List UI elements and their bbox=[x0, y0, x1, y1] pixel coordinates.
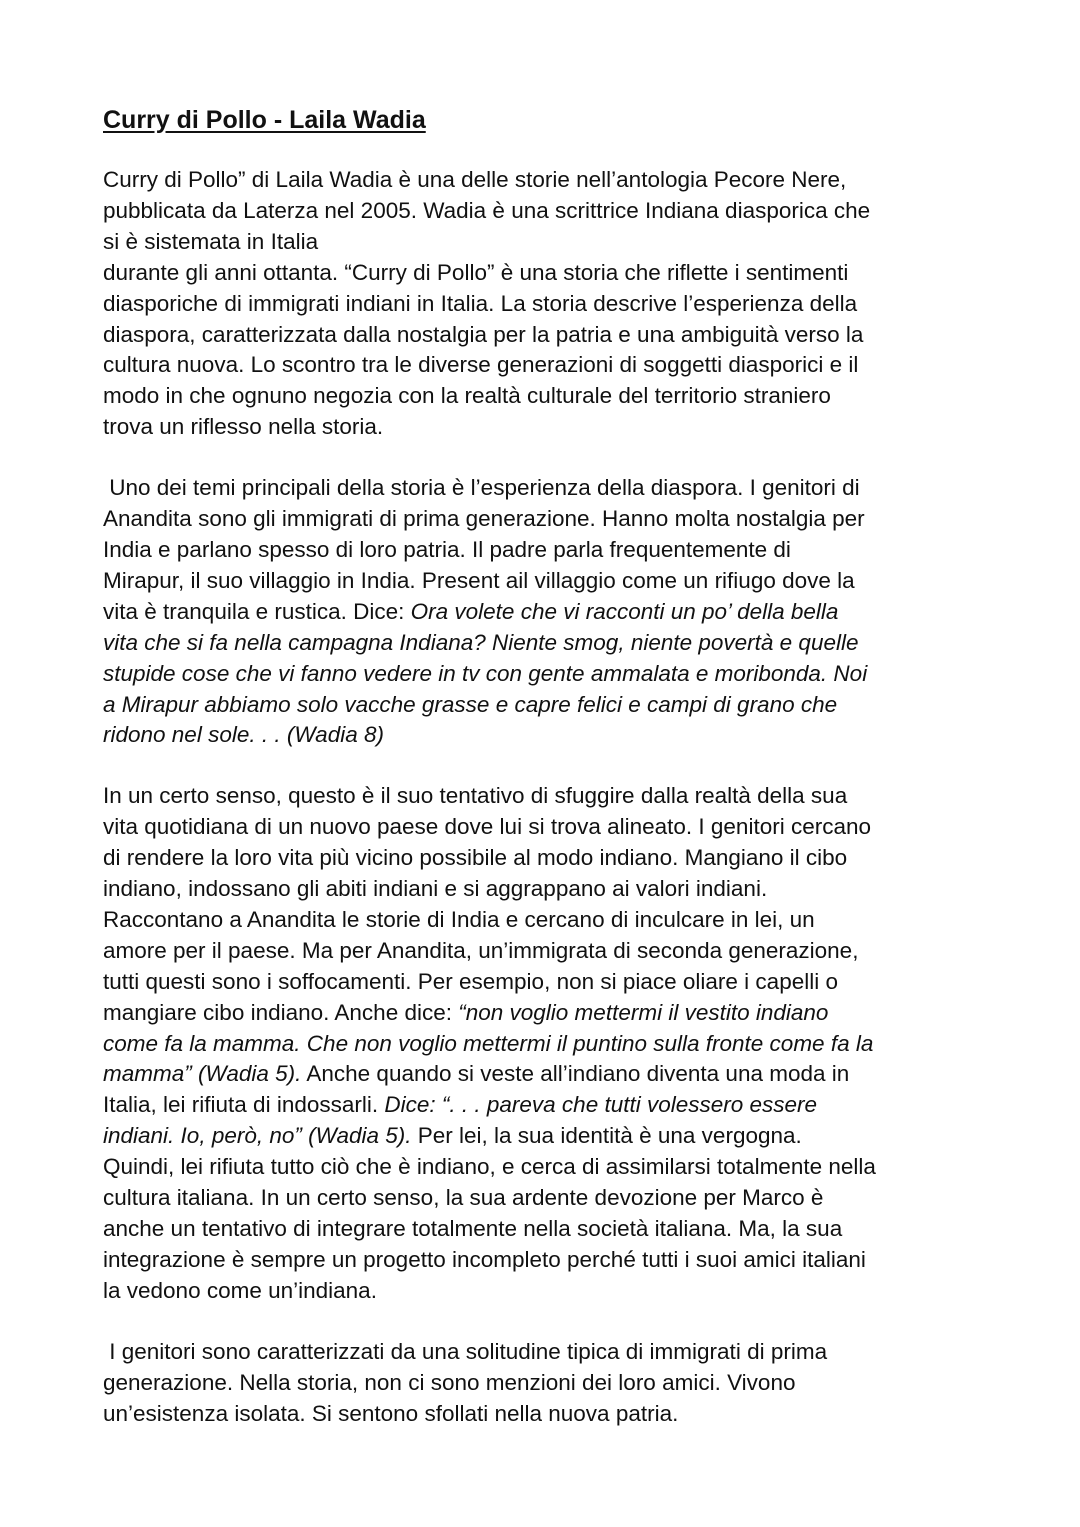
paragraph-line: Raccontano a Anandita le storie di India e cercano di inculcare in lei, un bbox=[103, 906, 815, 932]
quoted-text: Dice: “. . . pareva che tutti volessero essere bbox=[384, 1092, 818, 1118]
paragraph-line-mixed bbox=[103, 1090, 993, 1121]
paragraph-1 bbox=[103, 165, 993, 443]
paragraph-line: anche un tentativo di integrare totalmente nella società italiana. Ma, la sua bbox=[103, 1216, 843, 1241]
paragraph-line: India e parlano spesso di loro patria. Il padre parla frequentemente di bbox=[103, 536, 791, 562]
paragraph-line: modo in che ognuno negozia con la realtà culturale del territorio straniero bbox=[103, 383, 831, 409]
document-page bbox=[103, 104, 993, 1429]
plain-text: mangiare cibo indiano. Anche dice: bbox=[103, 999, 459, 1025]
quoted-text: “non voglio mettermi il vestito indiano bbox=[458, 999, 829, 1025]
paragraph-line: la vedono come un’indiana. bbox=[103, 1277, 377, 1303]
paragraph-line-mixed bbox=[103, 597, 993, 628]
paragraph-line: generazione. Nella storia, non ci sono menzioni dei loro amici. Vivono bbox=[103, 1369, 796, 1395]
plain-text: vita è tranquila e rustica. Dice: bbox=[103, 598, 411, 624]
paragraph-line-mixed bbox=[103, 998, 993, 1029]
paragraph-line: indiano, indossano gli abiti indiani e si aggrappano ai valori indiani. bbox=[103, 876, 768, 902]
quoted-text: mamma” (Wadia 5). bbox=[103, 1061, 302, 1087]
paragraph-line-mixed bbox=[103, 1059, 993, 1090]
paragraph-line: Anandita sono gli immigrati di prima generazione. Hanno molta nostalgia per bbox=[103, 506, 865, 532]
paragraph-2 bbox=[103, 473, 993, 751]
paragraph-line: vita quotidiana di un nuovo paese dove lui si trova alineato. I genitori cercano bbox=[103, 814, 871, 840]
quoted-line: stupide cose che vi fanno vedere in tv con gente ammalata e moribonda. Noi bbox=[103, 660, 868, 686]
quoted-line: a Mirapur abbiamo solo vacche grasse e capre felici e campi di grano che bbox=[103, 691, 838, 717]
paragraph-line: Mirapur, il suo villaggio in India. Present ail villaggio come un rifiugo dove la bbox=[103, 567, 855, 593]
paragraph-line: Quindi, lei rifiuta tutto ciò che è indiano, e cerca di assimilarsi totalmente nella bbox=[103, 1154, 876, 1180]
paragraph-3 bbox=[103, 781, 993, 1306]
paragraph-line: integrazione è sempre un progetto incompleto perché tutti i suoi amici italiani bbox=[103, 1246, 866, 1272]
paragraph-line: tutti questi sono i soffocamenti. Per esempio, non si piace oliare i capelli o bbox=[103, 968, 838, 994]
plain-text: Italia, lei rifiuta di indossarli. bbox=[103, 1092, 385, 1118]
plain-text: Per lei, la sua identità è una vergogna. bbox=[411, 1123, 802, 1149]
paragraph-line: I genitori sono caratterizzati da una solitudine tipica di immigrati di prima bbox=[103, 1338, 828, 1364]
paragraph-line: durante gli anni ottanta. “Curry di Pollo” è una storia che riflette i sentimenti bbox=[103, 259, 849, 285]
paragraph-line: cultura italiana. In un certo senso, la sua ardente devozione per Marco è bbox=[103, 1185, 824, 1211]
quoted-text: Ora volete che vi racconti un po’ della bella bbox=[410, 598, 839, 624]
paragraph-line: cultura nuova. Lo scontro tra le diverse generazioni di soggetti diasporici e il bbox=[103, 352, 859, 378]
paragraph-line: Uno dei temi principali della storia è l’esperienza della diaspora. I genitori di bbox=[103, 475, 860, 501]
quoted-line: vita che si fa nella campagna Indiana? Niente smog, niente povertà e quelle bbox=[103, 629, 859, 655]
plain-text: Anche quando si veste all’indiano diventa una moda in bbox=[301, 1061, 850, 1087]
paragraph-line: Curry di Pollo” di Laila Wadia è una delle storie nell’antologia Pecore Nere, bbox=[103, 167, 847, 192]
paragraph-4 bbox=[103, 1337, 993, 1430]
paragraph-line: diasporiche di immigrati indiani in Italia. La storia descrive l’esperienza della bbox=[103, 290, 858, 316]
quoted-line: ridono nel sole. . . (Wadia 8) bbox=[103, 722, 384, 748]
paragraph-line: di rendere la loro vita più vicino possibile al modo indiano. Mangiano il cibo bbox=[103, 845, 848, 871]
paragraph-line: In un certo senso, questo è il suo tentativo di sfuggire dalla realtà della sua bbox=[103, 783, 848, 809]
paragraph-line: trova un riflesso nella storia. bbox=[103, 414, 384, 440]
quoted-text: indiani. Io, però, no” (Wadia 5). bbox=[103, 1123, 412, 1149]
paragraph-line: pubblicata da Laterza nel 2005. Wadia è una scrittrice Indiana diasporica che bbox=[103, 197, 871, 223]
document-title: Curry di Pollo - Laila Wadia bbox=[103, 106, 426, 134]
paragraph-line-mixed bbox=[103, 1121, 993, 1152]
paragraph-line: amore per il paese. Ma per Anandita, un’immigrata di seconda generazione, bbox=[103, 937, 859, 963]
paragraph-line: diaspora, caratterizzata dalla nostalgia per la patria e una ambiguità verso la bbox=[103, 321, 864, 347]
quoted-line: come fa la mamma. Che non voglio mettermi il puntino sulla fronte come fa la bbox=[103, 1030, 874, 1056]
paragraph-line: un’esistenza isolata. Si sentono sfollati nella nuova patria. bbox=[103, 1400, 679, 1426]
paragraph-line: si è sistemata in Italia bbox=[103, 228, 319, 254]
